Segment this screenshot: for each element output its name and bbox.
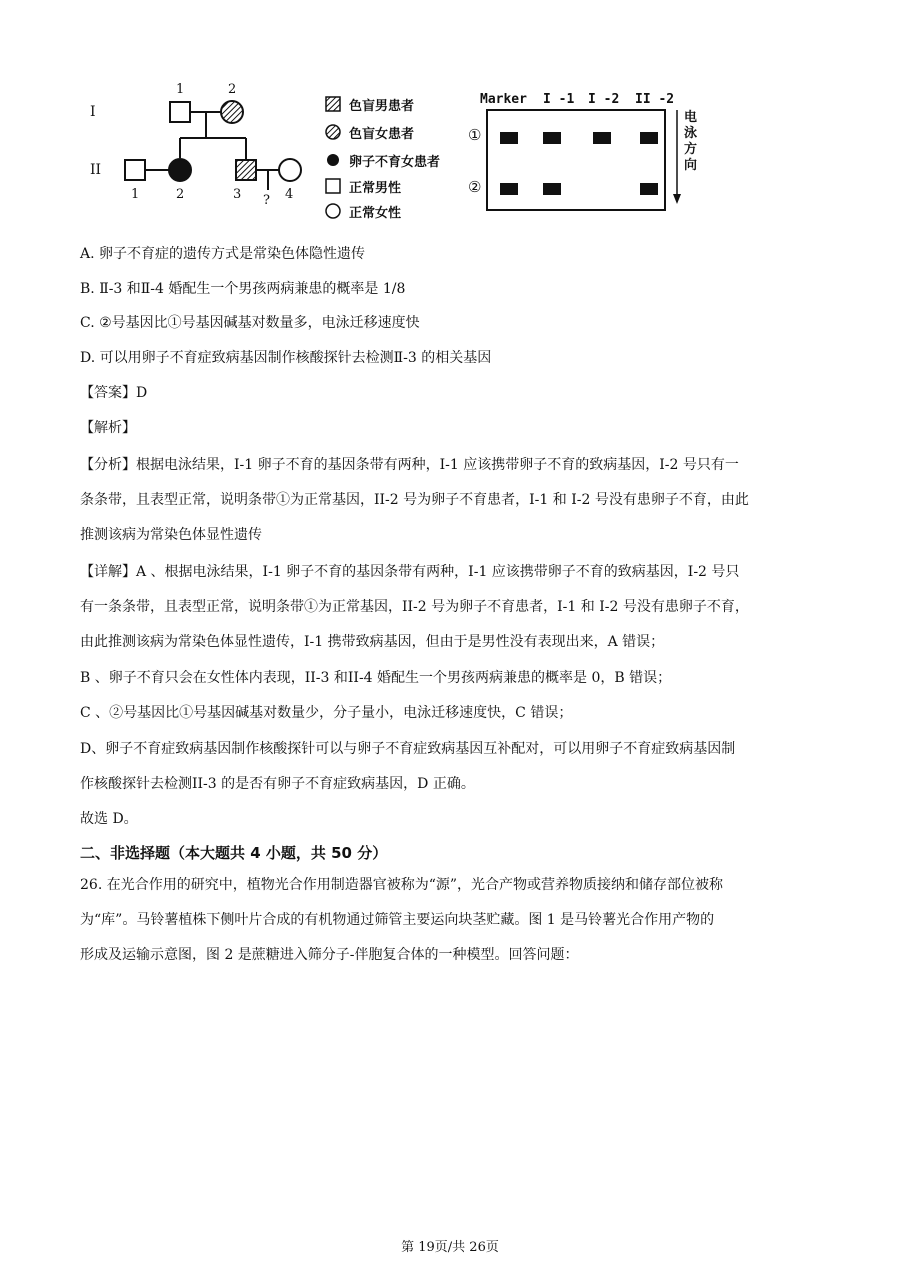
I-1-number: 1	[176, 82, 185, 97]
empty-square-icon	[325, 178, 341, 194]
gel-header-I1: I -1	[543, 92, 575, 107]
individual-I-1	[170, 102, 190, 122]
section-title: 二、非选择题（本大题共 4 小题，共 50 分）	[80, 844, 388, 862]
detail-line-5: C 、②号基因比①号基因碱基对数量少，分子量小，电泳迁移速度快，C 错误；	[80, 705, 573, 721]
II-1-number: 1	[131, 187, 140, 202]
option-b: B. Ⅱ-3 和Ⅱ-4 婚配生一个男孩两病兼患的概率是 1/8	[80, 281, 406, 297]
hatched-square-icon	[325, 96, 341, 112]
legend-infertile-female: 卵子不育女患者	[325, 149, 440, 171]
question-26-line-1: 26. 在光合作用的研究中，植物光合作用制造器官被称为“源”，光合产物或营养物质接纳和储存部位被称	[80, 877, 724, 893]
analysis-line-2: 条条带，且表型正常，说明条带①为正常基因，II-2 号为卵子不育患者，I-1 和 I-2 号没有患卵子不育，由此	[80, 492, 749, 508]
page-footer: 第 19页/共 26页	[401, 1240, 499, 1255]
I-2-number: 2	[228, 82, 237, 97]
band-II2-2	[640, 183, 658, 195]
option-c: C. ②号基因比①号基因碱基对数量多，电泳迁移速度快	[80, 315, 420, 331]
individual-II-3	[236, 160, 256, 180]
option-d: D. 可以用卵子不育症致病基因制作核酸探针去检测Ⅱ-3 的相关基因	[80, 350, 492, 366]
detail-line-1: 【详解】A 、根据电泳结果，I-1 卵子不育的基因条带有两种，I-1 应该携带卵子不育的致病基因，I-2 号只	[80, 564, 740, 580]
band-label-1: ①	[468, 126, 482, 144]
generation-II-label: II	[90, 162, 102, 178]
filled-circle-icon	[325, 152, 341, 168]
legend-colorblind-female: 色盲女患者	[325, 121, 414, 143]
II-3-number: 3	[233, 187, 242, 202]
option-a: A. 卵子不育症的遗传方式是常染色体隐性遗传	[80, 246, 366, 262]
gel-header-II2: II -2	[635, 92, 675, 107]
question-26-line-2: 为“库”。马铃薯植株下侧叶片合成的有机物通过筛管主要运向块茎贮藏。图 1 是马铃薯光合作用产物的	[80, 912, 715, 928]
answer: 【答案】D	[80, 385, 148, 401]
band-I2-1	[593, 132, 611, 144]
individual-II-2	[169, 159, 191, 181]
individual-I-2	[221, 101, 243, 123]
conclusion: 故选 D。	[80, 811, 138, 827]
detail-line-7: 作核酸探针去检测II-3 的是否有卵子不育症致病基因，D 正确。	[80, 776, 475, 792]
legend-normal-female: 正常女性	[325, 200, 401, 222]
band-II2-1	[640, 132, 658, 144]
generation-I-label: I	[90, 104, 96, 120]
electrophoresis-direction-label: 电 泳 方 向	[684, 110, 698, 173]
gel-header-marker: Marker	[480, 92, 527, 107]
II-4-number: 4	[285, 187, 294, 202]
legend-normal-male: 正常男性	[325, 175, 401, 197]
analysis-line-3: 推测该病为常染色体显性遗传	[80, 527, 262, 543]
legend-colorblind-male: 色盲男患者	[325, 93, 414, 115]
empty-circle-icon	[325, 203, 341, 219]
band-marker-1	[500, 132, 518, 144]
unknown-offspring-mark: ?	[263, 193, 270, 208]
hatched-circle-icon	[325, 124, 341, 140]
band-marker-2	[500, 183, 518, 195]
detail-line-6: D、卵子不育症致病基因制作核酸探针可以与卵子不育症致病基因互补配对，可以用卵子不育症致病基因制	[80, 741, 736, 757]
question-26-line-3: 形成及运输示意图，图 2 是蔗糖进入筛分子-伴胞复合体的一种模型。回答问题：	[80, 947, 579, 963]
band-I1-2	[543, 183, 561, 195]
detail-line-2: 有一条条带，且表型正常，说明条带①为正常基因，II-2 号为卵子不育患者，I-1 和 I-2 号没有患卵子不育，	[80, 599, 749, 615]
band-I1-1	[543, 132, 561, 144]
direction-arrow-icon	[673, 194, 681, 204]
band-label-2: ②	[468, 178, 482, 196]
II-2-number: 2	[176, 187, 185, 202]
individual-II-4	[279, 159, 301, 181]
detail-line-4: B 、卵子不育只会在女性体内表现，II-3 和II-4 婚配生一个男孩两病兼患的概率是 0，B 错误；	[80, 670, 672, 686]
genetics-figure	[80, 80, 700, 230]
analysis-line-1: 【分析】根据电泳结果，I-1 卵子不育的基因条带有两种，I-1 应该携带卵子不育的致病基因，I-2 号只有一	[80, 457, 739, 473]
detail-line-3: 由此推测该病为常染色体显性遗传，I-1 携带致病基因，但由于是男性没有表现出来，A 错误；	[80, 634, 665, 650]
gel-header-I2: I -2	[588, 92, 620, 107]
analysis-heading: 【解析】	[80, 420, 136, 436]
individual-II-1	[125, 160, 145, 180]
